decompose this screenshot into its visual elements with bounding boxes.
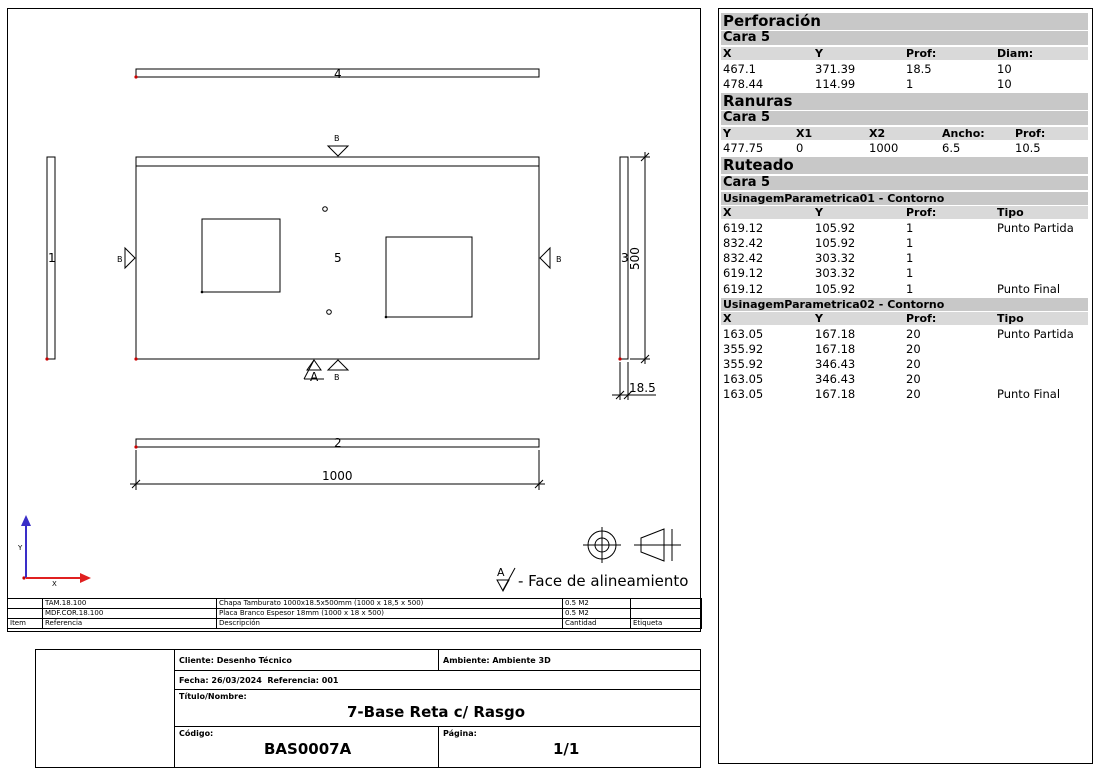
ruteado-group-1-header: X Y Prof: Tipo (721, 206, 1088, 219)
perforacion-row: 478.44 114.99 1 10 (723, 77, 1012, 91)
client-text: Cliente: Desenho Técnico (179, 656, 292, 665)
ruteado-title: Ruteado (721, 157, 1088, 174)
face-alignment-legend: - Face de alineamiento (518, 572, 689, 590)
date-ref-cell (174, 670, 701, 690)
item-cell (8, 599, 43, 609)
ruteado-row: 163.05 167.18 20 Punto Partida (723, 327, 1074, 341)
ranuras-face: Cara 5 (721, 111, 1088, 125)
reference-cell: MDF.COR.18.100 (43, 609, 217, 619)
header-quantity: Cantidad (563, 619, 631, 629)
ranuras-title: Ranuras (721, 93, 1088, 110)
ruteado-row: 832.42 303.32 1 (723, 251, 914, 265)
ruteado-group-2-title: UsinagemParametrica02 - Contorno (721, 298, 1088, 311)
marker-right-label: B (556, 255, 562, 264)
header-tag: Etiqueta (631, 619, 702, 629)
ruteado-row: 619.12 105.92 1 Punto Final (723, 282, 1061, 296)
item-cell (8, 609, 43, 619)
part-3-label: 3 (621, 251, 629, 265)
ruteado-row: 619.12 105.92 1 Punto Partida (723, 221, 1074, 235)
perforacion-title: Perforación (721, 13, 1088, 30)
ruteado-row: 163.05 167.18 20 Punto Final (723, 387, 1061, 401)
code-label: Código: (179, 729, 214, 738)
ruteado-row: 832.42 105.92 1 (723, 236, 914, 250)
ruteado-face: Cara 5 (721, 176, 1088, 190)
ruteado-row: 619.12 303.32 1 (723, 266, 914, 280)
ranuras-header: Y X1 X2 Ancho: Prof: (721, 127, 1088, 140)
ambient-cell (438, 649, 701, 671)
part-4-label: 4 (334, 67, 342, 81)
quantity-cell: 0.5 M2 (563, 599, 631, 609)
perforacion-face: Cara 5 (721, 31, 1088, 45)
dim-height-value: 500 (628, 247, 642, 270)
marker-right (540, 248, 550, 268)
ranuras-row: 477.75 0 1000 6.5 10.5 (723, 141, 1041, 155)
table-row (8, 599, 702, 609)
quantity-cell: 0.5 M2 (563, 609, 631, 619)
dim-thickness-value: 18.5 (629, 381, 656, 395)
legend-symbol-letter: A (497, 566, 505, 579)
x-axis-label: X (52, 580, 57, 588)
reference-cell: TAM.18.100 (43, 599, 217, 609)
header-reference: Referencia (43, 619, 217, 629)
client-cell (174, 649, 438, 671)
tag-cell (631, 599, 702, 609)
x-axis-arrow (80, 573, 91, 583)
y-axis-arrow (21, 515, 31, 526)
table-header-row (8, 619, 702, 629)
header-item: Item (8, 619, 43, 629)
ambient-text: Ambiente: Ambiente 3D (443, 656, 551, 665)
header-description: Descripción (217, 619, 563, 629)
y-axis-label: Y (18, 544, 23, 552)
ruteado-row: 355.92 167.18 20 (723, 342, 921, 356)
hole-1 (323, 207, 328, 212)
part-5-label: 5 (334, 251, 342, 265)
marker-bottom-a-label: A (310, 370, 319, 384)
description-cell: Placa Branco Espesor 18mm (1000 x 18 x 500) (217, 609, 563, 619)
table-row (8, 609, 702, 619)
part-2-label: 2 (334, 436, 342, 450)
marker-left (125, 248, 135, 268)
ruteado-row: 355.92 346.43 20 (723, 357, 921, 371)
ruteado-row: 163.05 346.43 20 (723, 372, 921, 386)
dim-width-value: 1000 (322, 469, 353, 483)
part-1-label: 1 (48, 251, 56, 265)
title-label: Título/Nombre: (179, 692, 247, 701)
description-cell: Chapa Tamburato 1000x18.5x500mm (1000 x 18,5 x 500) (217, 599, 563, 609)
perforacion-row: 467.1 371.39 18.5 10 (723, 62, 1012, 76)
tag-cell (631, 609, 702, 619)
marker-top (328, 146, 348, 156)
pocket-left (202, 219, 280, 292)
date-text: Fecha: 26/03/2024 (179, 676, 262, 685)
drawing-code: BAS0007A (264, 740, 352, 758)
page-label: Página: (443, 729, 477, 738)
marker-left-label: B (117, 255, 123, 264)
marker-top-label: B (334, 134, 340, 143)
parts-table (7, 598, 702, 629)
perforacion-header: X Y Prof: Diam: (721, 47, 1088, 60)
page-number: 1/1 (553, 740, 580, 758)
marker-bottom-b-label: B (334, 373, 340, 382)
pocket-right (386, 237, 472, 317)
ruteado-group-1-title: UsinagemParametrica01 - Contorno (721, 192, 1088, 205)
marker-bottom-b (328, 360, 348, 370)
drawing-title: 7-Base Reta c/ Rasgo (347, 703, 526, 721)
hole-2 (327, 310, 332, 315)
reference-text: Referencia: 001 (267, 676, 339, 685)
ruteado-group-2-header: X Y Prof: Tipo (721, 312, 1088, 325)
